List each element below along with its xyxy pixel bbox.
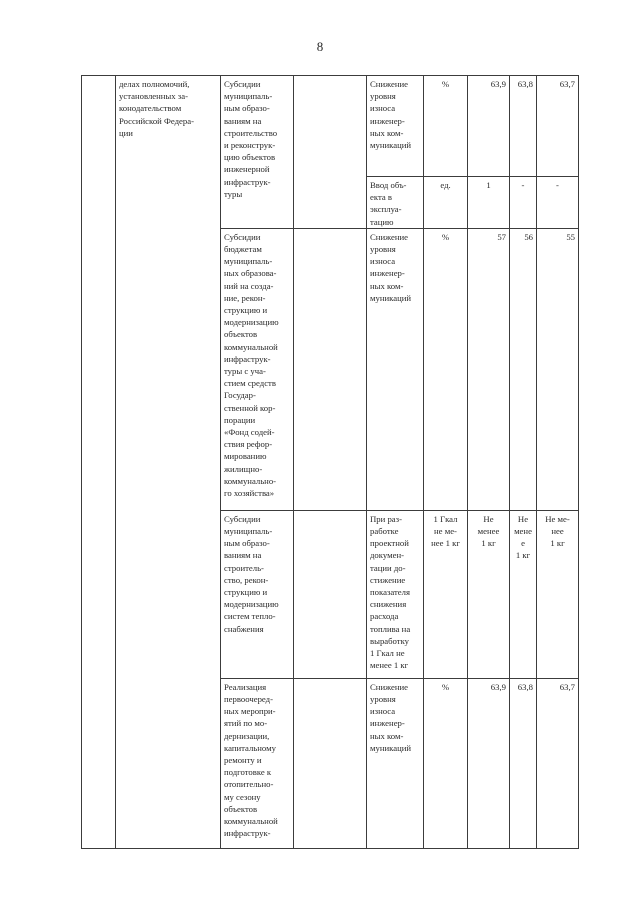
unit-text: % (441, 681, 450, 692)
indicator-cell (367, 76, 424, 177)
value-text: 1 (486, 180, 491, 190)
indicator-cell (367, 510, 424, 678)
value-cell (537, 76, 579, 177)
page-number: 8 (316, 39, 324, 54)
measure-cell (221, 76, 294, 229)
value-cell (510, 76, 537, 177)
indicator-cell (367, 177, 424, 229)
value-text: Не менее 1 кг (477, 513, 500, 549)
unit-cell (424, 510, 468, 678)
measure-text: Реализация первоочеред- ных меропри- ятий по мо- дернизации, капитальному ремонту и подготовке к отопительно- му сезону объектов коммунальной инфраструк- (224, 681, 278, 839)
measure-cell (221, 510, 294, 678)
blank-cell (294, 76, 367, 229)
indicator-cell (367, 228, 424, 510)
measure-cell (221, 228, 294, 510)
value-text: 56 (524, 231, 533, 242)
measure-text: Субсидии бюджетам муниципаль- ных образова- ний на созда- ние, рекон- струкцию и модернизацию объектов коммунальной инфраструк- туры с уча- стием средств Государ- ственной кор- порации «Фонд содей- ствия рефор- мированию жилищно- коммунально- го хозяйства» (224, 231, 279, 499)
spacer-cell (221, 848, 579, 849)
value-text: 63,7 (559, 79, 575, 89)
unit-text: % (441, 79, 450, 89)
blank-cell (294, 510, 367, 678)
value-text: - (521, 180, 525, 190)
indicator-text: Снижение уровня износа инженер- ных ком- муникаций (370, 681, 412, 753)
table-row (82, 76, 579, 177)
value-cell (468, 510, 510, 678)
empty-cell (82, 76, 116, 849)
value-cell (537, 228, 579, 510)
indicator-text: Снижение уровня износа инженер- ных ком- муникаций (370, 79, 412, 151)
unit-text: % (441, 231, 450, 242)
measure-text: Субсидии муниципаль- ным образо- ваниям на строитель- ство, рекон- струкцию и модернизацию систем тепло- снабжения (224, 513, 279, 634)
indicator-text: Снижение уровня износа инженер- ных ком- муникаций (370, 231, 412, 303)
value-cell (537, 177, 579, 229)
unit-cell (424, 678, 468, 848)
value-text: 63,8 (517, 79, 533, 89)
value-cell (510, 228, 537, 510)
value-cell (468, 177, 510, 229)
powers-text: делах полномочий, установленных за- конодательством Российской Федера- ции (119, 79, 194, 138)
value-cell (537, 510, 579, 678)
indicators-table (81, 75, 579, 849)
indicator-cell (367, 678, 424, 848)
value-text: 55 (566, 231, 575, 242)
powers-cell (116, 76, 221, 849)
unit-text: ед. (440, 180, 451, 190)
value-cell (468, 228, 510, 510)
value-cell (510, 678, 537, 848)
value-text: 63,9 (490, 79, 506, 89)
indicator-text: Ввод объ- екта в эксплуа- тацию (370, 180, 407, 227)
unit-cell (424, 177, 468, 229)
blank-cell (294, 678, 367, 848)
value-text: 63,9 (490, 681, 506, 692)
value-cell (468, 678, 510, 848)
value-cell (468, 76, 510, 177)
value-text: Не ме- нее 1 кг (545, 513, 570, 549)
value-text: - (556, 180, 559, 190)
unit-text: 1 Гкал не ме- нее 1 кг (431, 513, 460, 549)
value-text: 63,8 (517, 681, 533, 692)
unit-cell (424, 228, 468, 510)
value-text: 57 (497, 231, 506, 242)
value-cell (510, 177, 537, 229)
blank-cell (294, 228, 367, 510)
value-cell (510, 510, 537, 678)
measure-cell (221, 678, 294, 848)
measure-text: Субсидии муниципаль- ным образо- ваниям на строительство и реконструк- цию объектов инженерной инфраструк- туры (224, 79, 278, 199)
value-text: 63,7 (559, 681, 575, 692)
value-cell (537, 678, 579, 848)
unit-cell (424, 76, 468, 177)
value-text: Не менее 1 кг (514, 513, 532, 561)
indicator-text: При раз- работке проектной докумен- тации до- стижение показателя снижения расхода топлива на выработку 1 Гкал не менее 1 кг (370, 513, 411, 671)
